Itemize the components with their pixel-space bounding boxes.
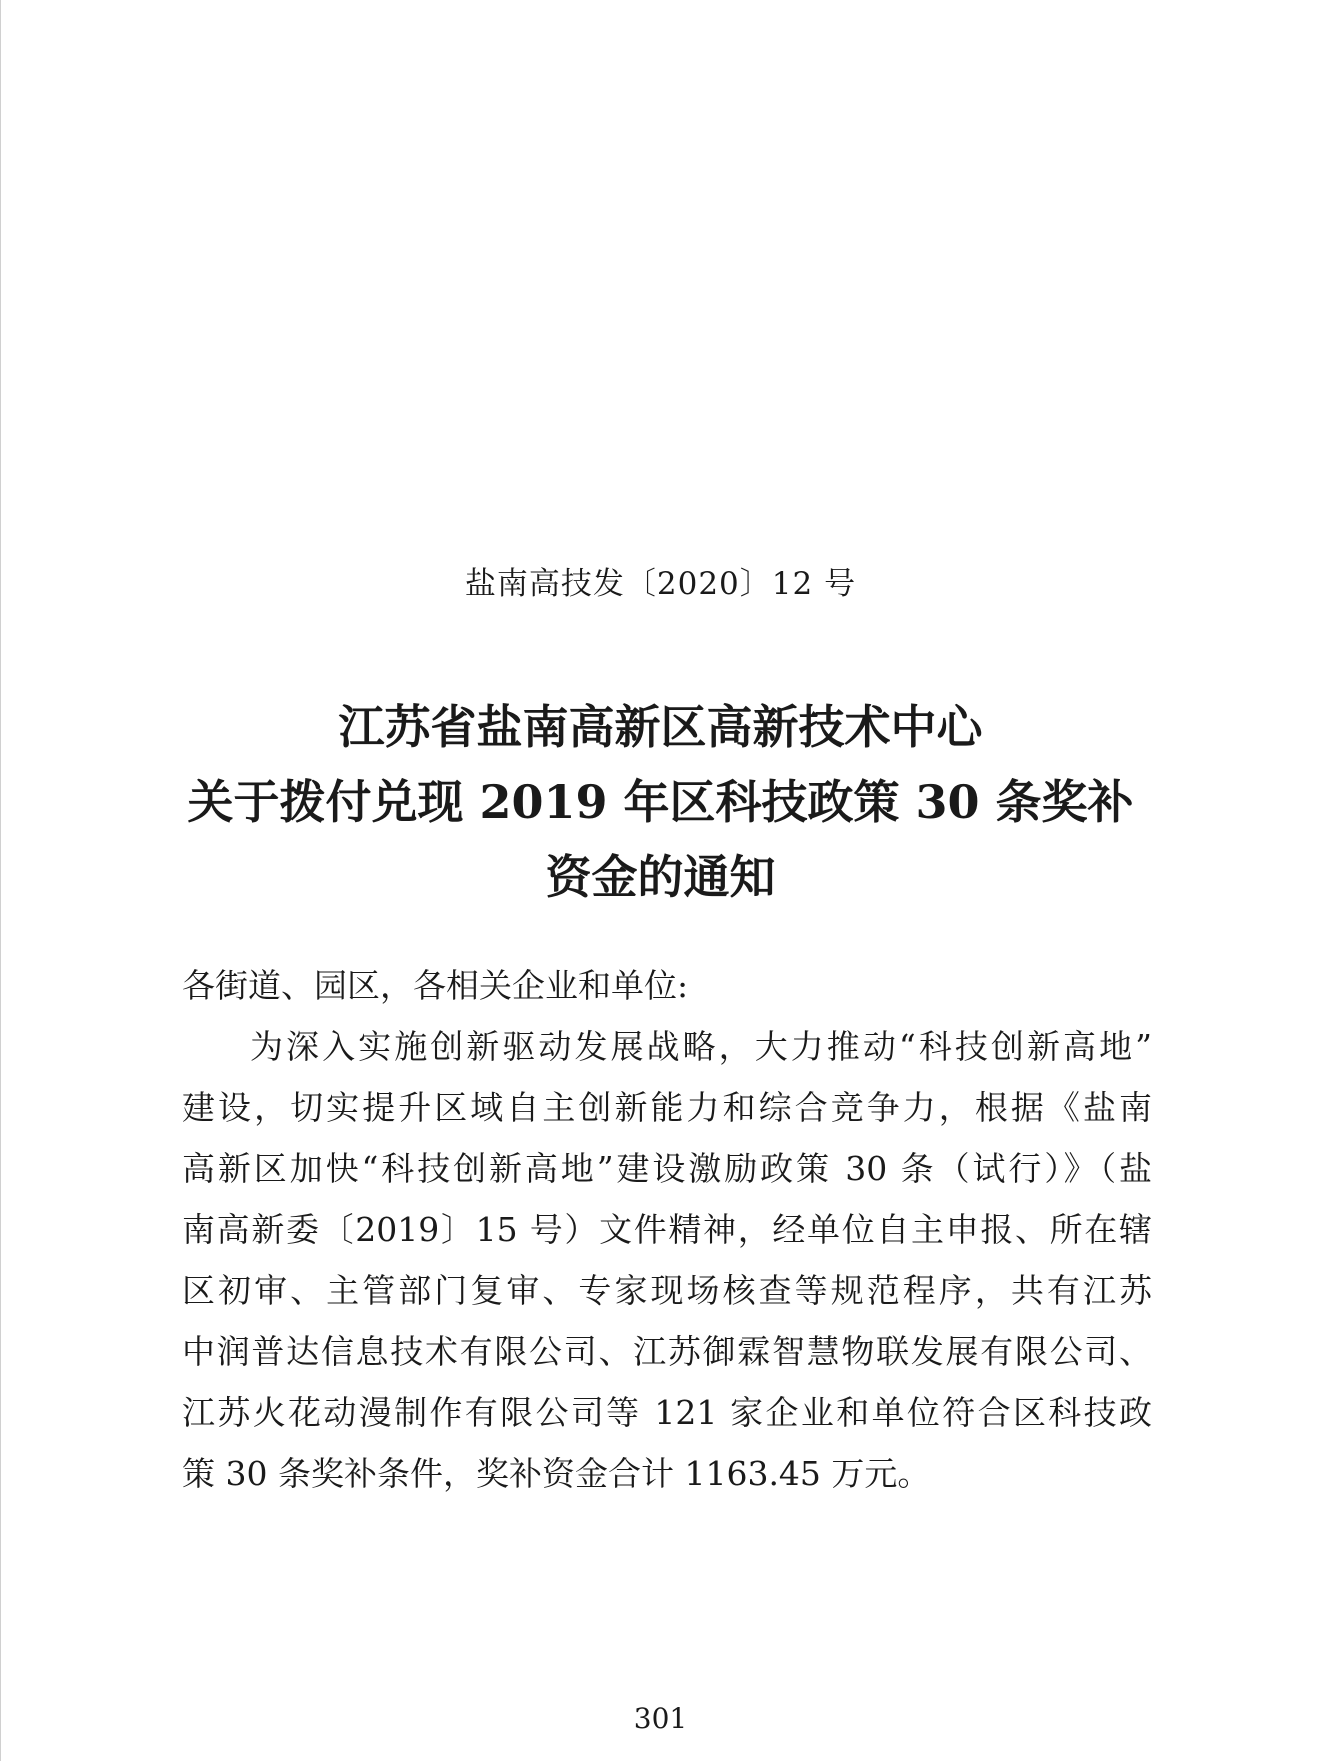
- paragraph-line-8: 策 30 条奖补条件，奖补资金合计 1163.45 万元。: [182, 1454, 931, 1493]
- title-line-3: 资金的通知: [545, 850, 776, 904]
- title-line-2: 关于拨付兑现 2019 年区科技政策 30 条奖补: [187, 775, 1134, 829]
- paragraph-line-6: 中润普达信息技术有限公司、江苏御霖智慧物联发展有限公司、: [182, 1332, 1152, 1371]
- paragraph-line-7: 江苏火花动漫制作有限公司等 121 家企业和单位符合区科技政: [182, 1393, 1152, 1432]
- paragraph-line-5: 区初审、主管部门复审、专家现场核查等规范程序，共有江苏: [182, 1271, 1152, 1310]
- title-line-1: 江苏省盐南高新区高新技术中心: [338, 700, 983, 754]
- paragraph-line-4: 南高新委〔2019〕15 号）文件精神，经单位自主申报、所在辖: [182, 1210, 1152, 1249]
- document-body: [182, 955, 1152, 1504]
- document-number: 盐南高技发〔2020〕12 号: [464, 566, 857, 602]
- paragraph-line-3: 高新区加快“科技创新高地”建设激励政策 30 条（试行）》（盐: [182, 1149, 1152, 1188]
- document-title: [0, 690, 1321, 915]
- paragraph-line-2: 建设，切实提升区域自主创新能力和综合竞争力，根据《盐南: [182, 1088, 1152, 1127]
- page-number: 301: [633, 1702, 688, 1735]
- salutation: 各街道、园区，各相关企业和单位:: [182, 966, 689, 1005]
- paragraph-line-1: 为深入实施创新驱动发展战略，大力推动“科技创新高地”: [250, 1027, 1152, 1066]
